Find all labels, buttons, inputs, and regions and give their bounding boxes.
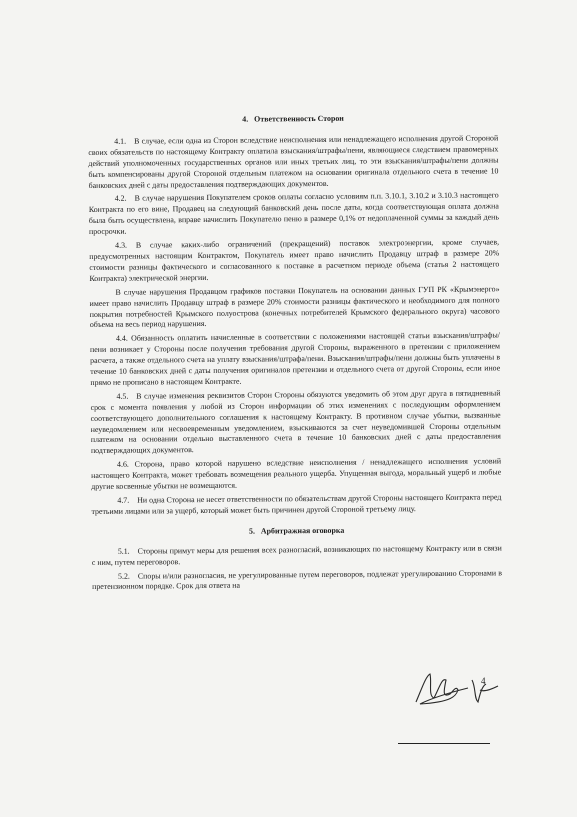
paragraph-4-4: 4.4. Обязанность оплатить начисленные в соответствии с положениями настоящей статьи взыскания/штрафы/пени возникает у Стороны после получения требования другой Стороны, выраженного в претензии с приложением расчета, а также отдельного счета на уплату взыскания/штрафа/пени. Взыскания/штрафы/пени должны быть уплачены в течение 10 банковских дней с даты получения оригиналов претензии и отдельного счета от другой Стороны, если иное прямо не прописано в настоящем Контракте. [90, 330, 501, 387]
paragraph-4-6: 4.6. Сторона, право которой нарушено вследствие неисполнения / ненадлежащего исполнения условий настоящего Контракта, может требовать возмещения реального ущерба. Упущенная выгода, моральный ущерб и любые другие косвенные убытки не возмещаются. [91, 456, 502, 492]
signature-line [398, 743, 490, 744]
paragraph-4-5: 4.5. В случае изменения реквизитов Сторон Стороны обязуются уведомить об этом друг друга в пятидневный срок с момента появления у любой из Сторон информации об этих изменениях с последующим оформлением соответствующего дополнительного соглашения к настоящему Контракту. В противном случае убытки, вызванные неуведомлением или несвоевременным уведомлением, взыскиваются за счет неуведомившей Стороны отдельным платежом на основании отдельно выставленного счета в течение 10 банковских дней с даты предоставления подтверждающих документов. [90, 388, 501, 456]
section-4-title: Ответственность Сторон [254, 113, 344, 124]
section-4-number: 4. [242, 114, 249, 124]
document-body [88, 112, 502, 596]
section-4-heading [88, 112, 498, 126]
page-number: 4 [481, 676, 486, 686]
section-5-title: Арбитражная оговорка [260, 525, 345, 536]
paragraph-5-2: 5.2. Споры и/или разногласия, не урегулированные путем переговоров, подлежат урегулированию Сторонами в претензионном порядке. Срок для ответа на [92, 567, 503, 592]
paragraph-5-1: 5.1. Стороны примут меры для решения всех разногласий, возникающих по настоящему Контракту или в связи с ним, путем переговоров. [91, 543, 502, 567]
paragraph-4-3: 4.3. В случае каких-либо ограничений (прекращений) поставок электроэнергии, кроме случаев, предусмотренных настоящим Контрактом, Покупатель имеет право начислить Продавцу штраф в размере 20% стоимости разницы фактического и согласованного к поставке в расчетном периоде объема (статья 2 настоящего Контракта) электрической энергии. [89, 237, 500, 283]
paragraph-4-3-cont: В случае нарушения Продавцом графиков поставки Покупатель на основании данных ГУП РК «Крымэнерго» имеет право начислить Продавцу штраф в размере 20% стоимости разницы фактического и необходимого для полного покрытия потребностей Крымского полуострова (конечных потребителей Крымского федерального округа) часового объема на весь период нарушения. [89, 284, 500, 330]
paragraph-4-7: 4.7. Ни одна Сторона не несет ответственности по обязательствам другой Стороны настоящего Контракта перед третьими лицами или за ущерб, который может быть причинен другой Стороной третьему лицу. [91, 492, 502, 516]
section-5-heading [92, 524, 502, 538]
handwritten-signature [412, 668, 502, 712]
paragraph-4-1: 4.1. В случае, если одна из Сторон вследствие неисполнения или ненадлежащего исполнения другой Стороной своих обязательств по настоящему Контракту оплатила взыскания/штрафы/пени, являющиеся следствием правомерных действий уполномоченных государственных органов или иных третьих лиц, то эти взыскания/штрафы/пени должны быть компенсированы другой Стороной отдельным платежом на основании оригинала отдельного счета в течение 10 банковских дней с даты предоставления подтверждающих документов. [88, 133, 499, 190]
section-5-number: 5. [248, 526, 255, 536]
paragraph-4-2: 4.2. В случае нарушения Покупателем сроков оплаты согласно условиям п.п. 3.10.1, 3.10.2 и 3.10.3 настоящего Контракта по его вине, Продавец на следующий банковский день после даты, когда соответствующая оплата должна была быть осуществлена, вправе начислить Покупателю пеню в размере 0,1% от недоплаченной суммы за каждый день просрочки. [88, 190, 499, 237]
